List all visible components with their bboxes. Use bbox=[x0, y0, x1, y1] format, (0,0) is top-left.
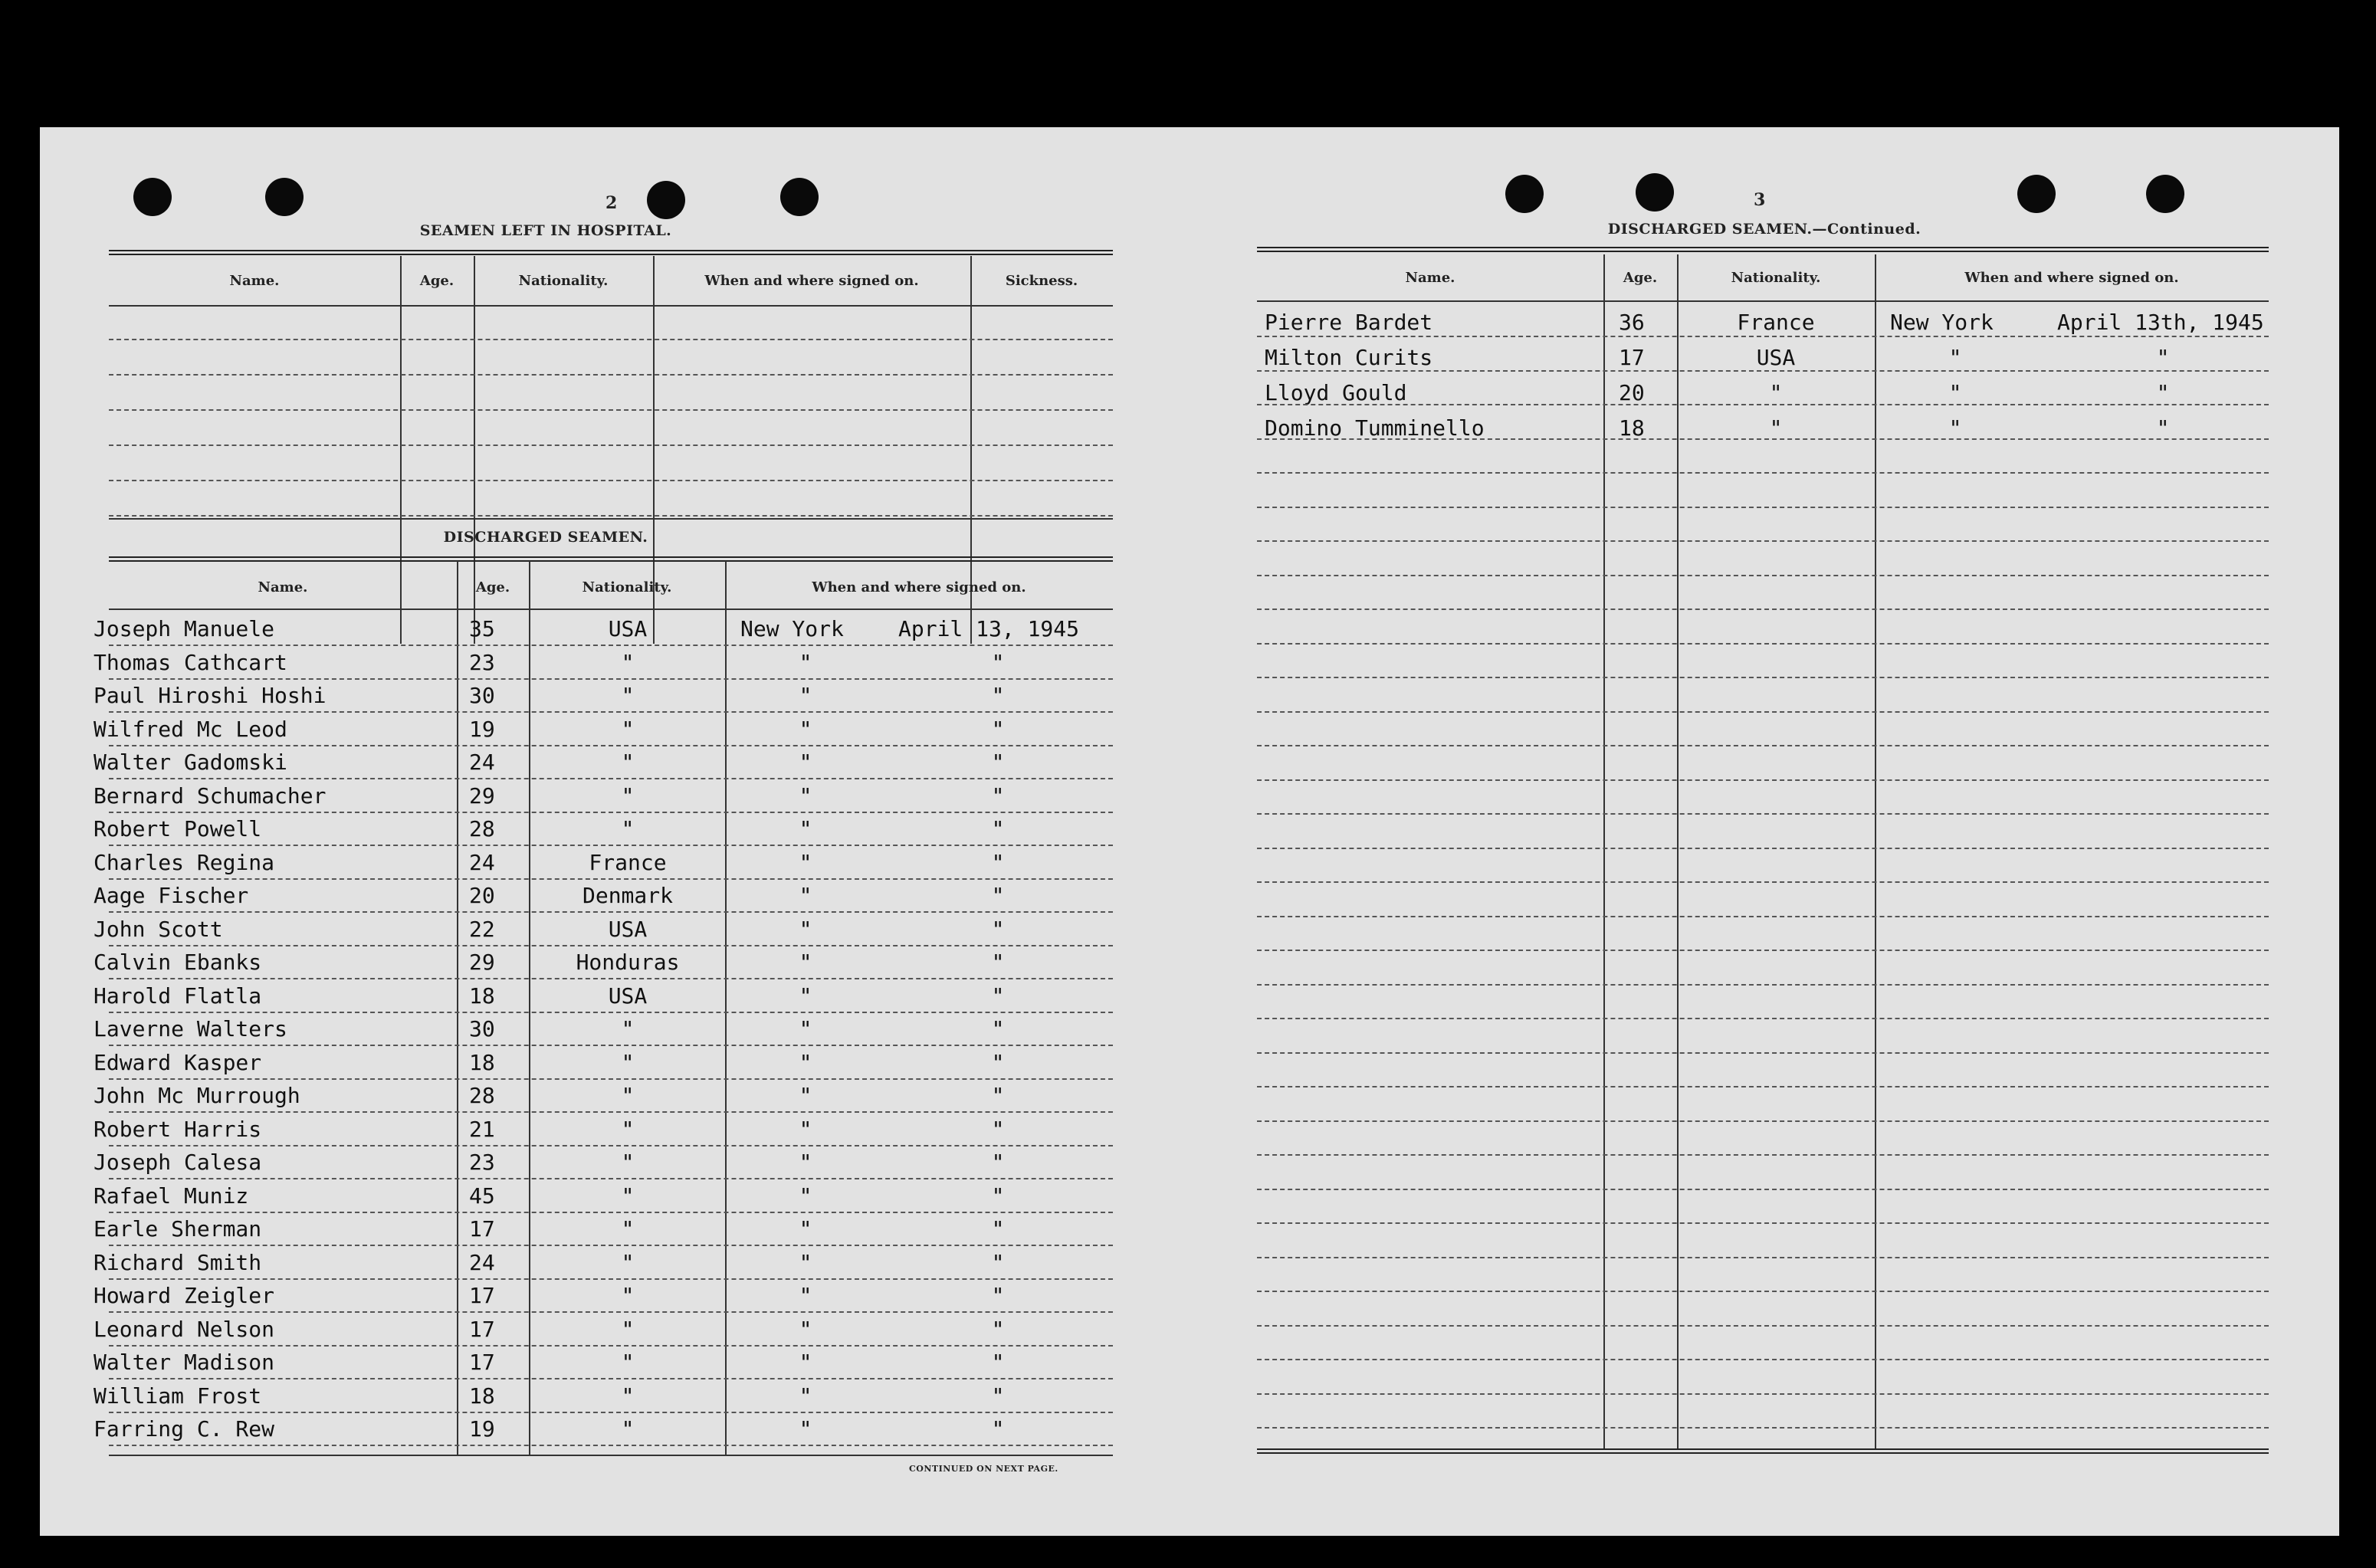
signed-on-place: " bbox=[1948, 380, 1962, 405]
hospital-section-title: SEAMEN LEFT IN HOSPITAL. bbox=[419, 222, 672, 239]
seaman-name: Lloyd Gould bbox=[1265, 380, 1407, 405]
column-header-name: Name. bbox=[229, 273, 280, 289]
table-row-line bbox=[1257, 881, 2269, 883]
seaman-name: Richard Smith bbox=[94, 1249, 262, 1275]
column-header-name: Name. bbox=[258, 579, 308, 595]
signed-on-place: " bbox=[799, 1283, 812, 1308]
table-row-line bbox=[109, 812, 1113, 813]
seaman-age: 21 bbox=[469, 1116, 495, 1142]
table-row-line bbox=[1257, 848, 2269, 849]
table-row-line bbox=[109, 978, 1113, 979]
seaman-name: Milton Curits bbox=[1265, 345, 1433, 370]
seaman-nationality: " bbox=[621, 1216, 635, 1242]
seaman-name: Leonard Nelson bbox=[94, 1316, 275, 1342]
seaman-nationality: " bbox=[621, 1116, 635, 1142]
seaman-name: Bernard Schumacher bbox=[94, 782, 327, 809]
signed-on-date: " bbox=[991, 1383, 1005, 1409]
signed-on-place: " bbox=[799, 1150, 812, 1175]
hospital-table-bottom-rule bbox=[109, 518, 1113, 520]
signed-on-place: " bbox=[799, 782, 812, 809]
seaman-name: Earle Sherman bbox=[94, 1216, 262, 1242]
right-page bbox=[1190, 127, 2339, 1536]
table-row-line bbox=[109, 1078, 1113, 1080]
table-row-line bbox=[1257, 1359, 2269, 1360]
signed-on-place: New York bbox=[740, 616, 844, 641]
column-divider bbox=[457, 561, 458, 1455]
signed-on-date: " bbox=[991, 1350, 1005, 1375]
table-row-line bbox=[1257, 677, 2269, 678]
table-row-line bbox=[109, 1278, 1113, 1280]
continued-header-rule bbox=[1257, 300, 2269, 302]
seaman-name: Walter Gadomski bbox=[94, 750, 287, 775]
signed-on-place: " bbox=[799, 982, 812, 1009]
signed-on-date: " bbox=[991, 1183, 1005, 1209]
signed-on-date: " bbox=[991, 1316, 1005, 1342]
seaman-age: 22 bbox=[469, 916, 495, 942]
table-row-line bbox=[109, 711, 1113, 713]
signed-on-date: " bbox=[991, 816, 1005, 841]
seaman-age: 28 bbox=[469, 816, 495, 841]
signed-on-date: " bbox=[2156, 380, 2170, 405]
discharged-continued-title: DISCHARGED SEAMEN.—Continued. bbox=[1607, 221, 1921, 238]
seaman-name: Paul Hiroshi Hoshi bbox=[94, 683, 327, 708]
seaman-nationality: " bbox=[1769, 415, 1783, 441]
seaman-age: 18 bbox=[469, 982, 495, 1009]
column-header-age: Age. bbox=[419, 273, 455, 289]
column-header-sickness: Sickness. bbox=[1005, 273, 1078, 289]
table-row-line bbox=[1257, 1222, 2269, 1224]
column-header-nationality: Nationality. bbox=[1731, 270, 1821, 286]
seaman-age: 24 bbox=[469, 750, 495, 775]
signed-on-place: " bbox=[799, 1316, 812, 1342]
table-row-line bbox=[109, 1245, 1113, 1246]
signed-on-date: " bbox=[991, 750, 1005, 775]
signed-on-date: " bbox=[991, 683, 1005, 708]
table-row-line bbox=[1257, 1120, 2269, 1122]
signed-on-date: " bbox=[991, 1016, 1005, 1042]
continued-table-top-rule bbox=[1257, 247, 2269, 252]
signed-on-date: " bbox=[991, 1150, 1005, 1175]
seaman-age: 24 bbox=[469, 1249, 495, 1275]
seaman-nationality: " bbox=[621, 1316, 635, 1342]
table-row-line bbox=[109, 1378, 1113, 1379]
seaman-age: 18 bbox=[469, 1049, 495, 1075]
signed-on-place: " bbox=[799, 849, 812, 875]
signed-on-place: " bbox=[799, 750, 812, 775]
seaman-nationality: Honduras bbox=[576, 950, 680, 975]
seaman-name: Walter Madison bbox=[94, 1350, 275, 1375]
table-row-line bbox=[109, 1145, 1113, 1146]
signed-on-date: " bbox=[991, 982, 1005, 1009]
column-header-name: Name. bbox=[1405, 270, 1455, 286]
seaman-age: 29 bbox=[469, 950, 495, 975]
seaman-age: 20 bbox=[469, 883, 495, 908]
seaman-name: Pierre Bardet bbox=[1265, 310, 1433, 335]
table-row-line bbox=[1257, 370, 2269, 372]
signed-on-place: " bbox=[1948, 415, 1962, 441]
table-row-line bbox=[1257, 745, 2269, 746]
table-row-line bbox=[1257, 1154, 2269, 1156]
signed-on-place: " bbox=[799, 1249, 812, 1275]
seaman-name: William Frost bbox=[94, 1383, 262, 1409]
column-divider bbox=[1875, 254, 1876, 1448]
seaman-nationality: " bbox=[621, 782, 635, 809]
table-row-line bbox=[109, 1012, 1113, 1013]
table-row-line bbox=[1257, 1291, 2269, 1292]
table-row-line bbox=[109, 1445, 1113, 1446]
table-row-line bbox=[109, 778, 1113, 779]
seaman-name: Harold Flatla bbox=[94, 982, 262, 1009]
empty-row-line bbox=[109, 480, 1113, 481]
table-row-line bbox=[1257, 1325, 2269, 1327]
seaman-name: Aage Fischer bbox=[94, 883, 249, 908]
signed-on-place: " bbox=[799, 883, 812, 908]
signed-on-date: " bbox=[991, 1216, 1005, 1242]
seaman-age: 17 bbox=[1619, 345, 1645, 370]
seaman-nationality: " bbox=[621, 1049, 635, 1075]
signed-on-place: New York bbox=[1890, 310, 1994, 335]
seaman-nationality: " bbox=[621, 1416, 635, 1442]
seaman-age: 20 bbox=[1619, 380, 1645, 405]
seaman-nationality: " bbox=[1769, 380, 1783, 405]
table-row-line bbox=[109, 645, 1113, 646]
signed-on-date: " bbox=[991, 649, 1005, 675]
signed-on-date: " bbox=[991, 1116, 1005, 1142]
empty-row-line bbox=[109, 339, 1113, 340]
signed-on-date: " bbox=[991, 950, 1005, 975]
seaman-name: Farring C. Rew bbox=[94, 1416, 275, 1442]
signed-on-date: " bbox=[2156, 345, 2170, 370]
table-row-line bbox=[109, 1045, 1113, 1046]
seaman-nationality: France bbox=[1737, 310, 1815, 335]
seaman-nationality: USA bbox=[1756, 345, 1796, 370]
seaman-nationality: " bbox=[621, 683, 635, 708]
seaman-age: 23 bbox=[469, 649, 495, 675]
table-row-line bbox=[109, 1412, 1113, 1413]
seaman-age: 18 bbox=[469, 1383, 495, 1409]
discharged-table-top-rule bbox=[109, 556, 1113, 562]
table-row-line bbox=[1257, 813, 2269, 815]
empty-row-line bbox=[109, 515, 1113, 517]
seaman-name: Joseph Manuele bbox=[94, 616, 275, 641]
table-row-line bbox=[1257, 1189, 2269, 1190]
seaman-nationality: USA bbox=[608, 982, 648, 1009]
seaman-nationality: " bbox=[621, 1249, 635, 1275]
table-row-line bbox=[109, 745, 1113, 746]
seaman-age: 28 bbox=[469, 1083, 495, 1108]
signed-on-date: " bbox=[991, 1283, 1005, 1308]
seaman-age: 17 bbox=[469, 1316, 495, 1342]
column-header-signed-on: When and where signed on. bbox=[812, 579, 1026, 595]
table-row-line bbox=[1257, 1427, 2269, 1429]
seaman-nationality: " bbox=[621, 1383, 635, 1409]
signed-on-date: " bbox=[991, 849, 1005, 875]
table-row-line bbox=[109, 1345, 1113, 1347]
table-row-line bbox=[1257, 575, 2269, 576]
table-row-line bbox=[1257, 609, 2269, 610]
signed-on-place: " bbox=[799, 1016, 812, 1042]
signed-on-date: " bbox=[991, 782, 1005, 809]
seaman-name: Thomas Cathcart bbox=[94, 649, 287, 675]
seaman-name: John Mc Murrough bbox=[94, 1083, 300, 1108]
signed-on-place: " bbox=[799, 649, 812, 675]
signed-on-place: " bbox=[1948, 345, 1962, 370]
discharged-table-bottom-rule bbox=[109, 1455, 1113, 1456]
seaman-age: 19 bbox=[469, 1416, 495, 1442]
seaman-age: 23 bbox=[469, 1150, 495, 1175]
seaman-nationality: " bbox=[621, 1183, 635, 1209]
continued-note: CONTINUED ON NEXT PAGE. bbox=[909, 1464, 1058, 1474]
document-sheet bbox=[40, 127, 2339, 1536]
signed-on-place: " bbox=[799, 916, 812, 942]
table-row-line bbox=[1257, 507, 2269, 508]
seaman-nationality: USA bbox=[608, 616, 648, 641]
signed-on-place: " bbox=[799, 683, 812, 708]
seaman-nationality: " bbox=[621, 750, 635, 775]
table-row-line bbox=[1257, 540, 2269, 542]
seaman-name: Robert Powell bbox=[94, 816, 262, 841]
signed-on-date: " bbox=[991, 1083, 1005, 1108]
seaman-age: 45 bbox=[469, 1183, 495, 1209]
seaman-age: 17 bbox=[469, 1350, 495, 1375]
table-row-line bbox=[109, 1212, 1113, 1213]
column-header-nationality: Nationality. bbox=[518, 273, 609, 289]
table-row-line bbox=[1257, 1257, 2269, 1258]
table-row-line bbox=[1257, 1393, 2269, 1395]
seaman-age: 17 bbox=[469, 1216, 495, 1242]
table-row-line bbox=[109, 878, 1113, 880]
signed-on-date: " bbox=[991, 916, 1005, 942]
seaman-name: John Scott bbox=[94, 916, 223, 942]
hospital-header-rule bbox=[109, 305, 1113, 307]
table-row-line bbox=[1257, 1018, 2269, 1019]
column-divider bbox=[1603, 254, 1605, 1448]
table-row-line bbox=[1257, 916, 2269, 917]
table-row-line bbox=[1257, 336, 2269, 337]
empty-row-line bbox=[109, 409, 1113, 411]
signed-on-place: " bbox=[799, 1350, 812, 1375]
signed-on-place: " bbox=[799, 950, 812, 975]
seaman-nationality: " bbox=[621, 1083, 635, 1108]
seaman-nationality: " bbox=[621, 816, 635, 841]
signed-on-date: April 13, 1945 bbox=[898, 616, 1080, 641]
table-row-line bbox=[109, 1178, 1113, 1179]
table-row-line bbox=[1257, 1086, 2269, 1087]
seaman-name: Howard Zeigler bbox=[94, 1283, 275, 1308]
page-number: 2 bbox=[605, 193, 618, 213]
signed-on-place: " bbox=[799, 1183, 812, 1209]
signed-on-date: " bbox=[991, 883, 1005, 908]
seaman-name: Wilfred Mc Leod bbox=[94, 716, 287, 742]
table-row-line bbox=[1257, 984, 2269, 986]
hospital-table-top-rule bbox=[109, 250, 1113, 255]
seaman-name: Rafael Muniz bbox=[94, 1183, 249, 1209]
signed-on-place: " bbox=[799, 1216, 812, 1242]
signed-on-place: " bbox=[799, 1416, 812, 1442]
signed-on-date: " bbox=[991, 1249, 1005, 1275]
seaman-nationality: " bbox=[621, 1016, 635, 1042]
seaman-nationality: Denmark bbox=[582, 883, 673, 908]
column-header-age: Age. bbox=[475, 579, 510, 595]
table-row-line bbox=[1257, 643, 2269, 645]
column-header-signed-on: When and where signed on. bbox=[704, 273, 919, 289]
seaman-age: 30 bbox=[469, 683, 495, 708]
signed-on-place: " bbox=[799, 1116, 812, 1142]
seaman-name: Joseph Calesa bbox=[94, 1150, 262, 1175]
table-row-line bbox=[1257, 711, 2269, 713]
column-header-signed-on: When and where signed on. bbox=[1964, 270, 2179, 286]
seaman-name: Edward Kasper bbox=[94, 1049, 262, 1075]
table-row-line bbox=[1257, 1052, 2269, 1054]
signed-on-date: " bbox=[991, 716, 1005, 742]
seaman-nationality: " bbox=[621, 716, 635, 742]
seaman-name: Robert Harris bbox=[94, 1116, 262, 1142]
discharged-section-title: DISCHARGED SEAMEN. bbox=[443, 529, 648, 546]
seaman-name: Charles Regina bbox=[94, 849, 275, 875]
column-divider bbox=[725, 561, 727, 1455]
signed-on-date: " bbox=[991, 1049, 1005, 1075]
table-row-line bbox=[109, 678, 1113, 680]
signed-on-date: April 13th, 1945 bbox=[2057, 310, 2264, 335]
table-row-line bbox=[109, 1311, 1113, 1313]
seaman-nationality: France bbox=[589, 849, 667, 875]
column-header-age: Age. bbox=[1623, 270, 1658, 286]
seaman-nationality: " bbox=[621, 1350, 635, 1375]
left-page bbox=[40, 127, 1174, 1536]
seaman-age: 19 bbox=[469, 716, 495, 742]
table-row-line bbox=[1257, 472, 2269, 474]
seaman-age: 18 bbox=[1619, 415, 1645, 441]
empty-row-line bbox=[109, 374, 1113, 376]
seaman-name: Calvin Ebanks bbox=[94, 950, 262, 975]
seaman-nationality: " bbox=[621, 1283, 635, 1308]
table-row-line bbox=[1257, 950, 2269, 951]
signed-on-date: " bbox=[991, 1416, 1005, 1442]
signed-on-place: " bbox=[799, 1383, 812, 1409]
seaman-nationality: " bbox=[621, 1150, 635, 1175]
table-row-line bbox=[109, 911, 1113, 913]
signed-on-date: " bbox=[2156, 415, 2170, 441]
signed-on-place: " bbox=[799, 816, 812, 841]
seaman-age: 24 bbox=[469, 849, 495, 875]
seaman-name: Domino Tumminello bbox=[1265, 415, 1485, 441]
table-row-line bbox=[1257, 404, 2269, 405]
seaman-age: 35 bbox=[469, 616, 495, 641]
empty-row-line bbox=[109, 444, 1113, 446]
table-row-line bbox=[109, 1111, 1113, 1113]
signed-on-place: " bbox=[799, 716, 812, 742]
table-row-line bbox=[1257, 438, 2269, 440]
page-number: 3 bbox=[1754, 190, 1766, 210]
seaman-age: 29 bbox=[469, 782, 495, 809]
seaman-nationality: USA bbox=[608, 916, 648, 942]
seaman-age: 30 bbox=[469, 1016, 495, 1042]
seaman-name: Laverne Walters bbox=[94, 1016, 287, 1042]
seaman-age: 36 bbox=[1619, 310, 1645, 335]
seaman-nationality: " bbox=[621, 649, 635, 675]
column-header-nationality: Nationality. bbox=[582, 579, 672, 595]
table-row-line bbox=[109, 845, 1113, 846]
signed-on-place: " bbox=[799, 1049, 812, 1075]
table-row-line bbox=[1257, 779, 2269, 781]
discharged-header-rule bbox=[109, 609, 1113, 610]
table-row-line bbox=[109, 945, 1113, 946]
continued-table-bottom-rule bbox=[1257, 1448, 2269, 1454]
signed-on-place: " bbox=[799, 1083, 812, 1108]
seaman-age: 17 bbox=[469, 1283, 495, 1308]
